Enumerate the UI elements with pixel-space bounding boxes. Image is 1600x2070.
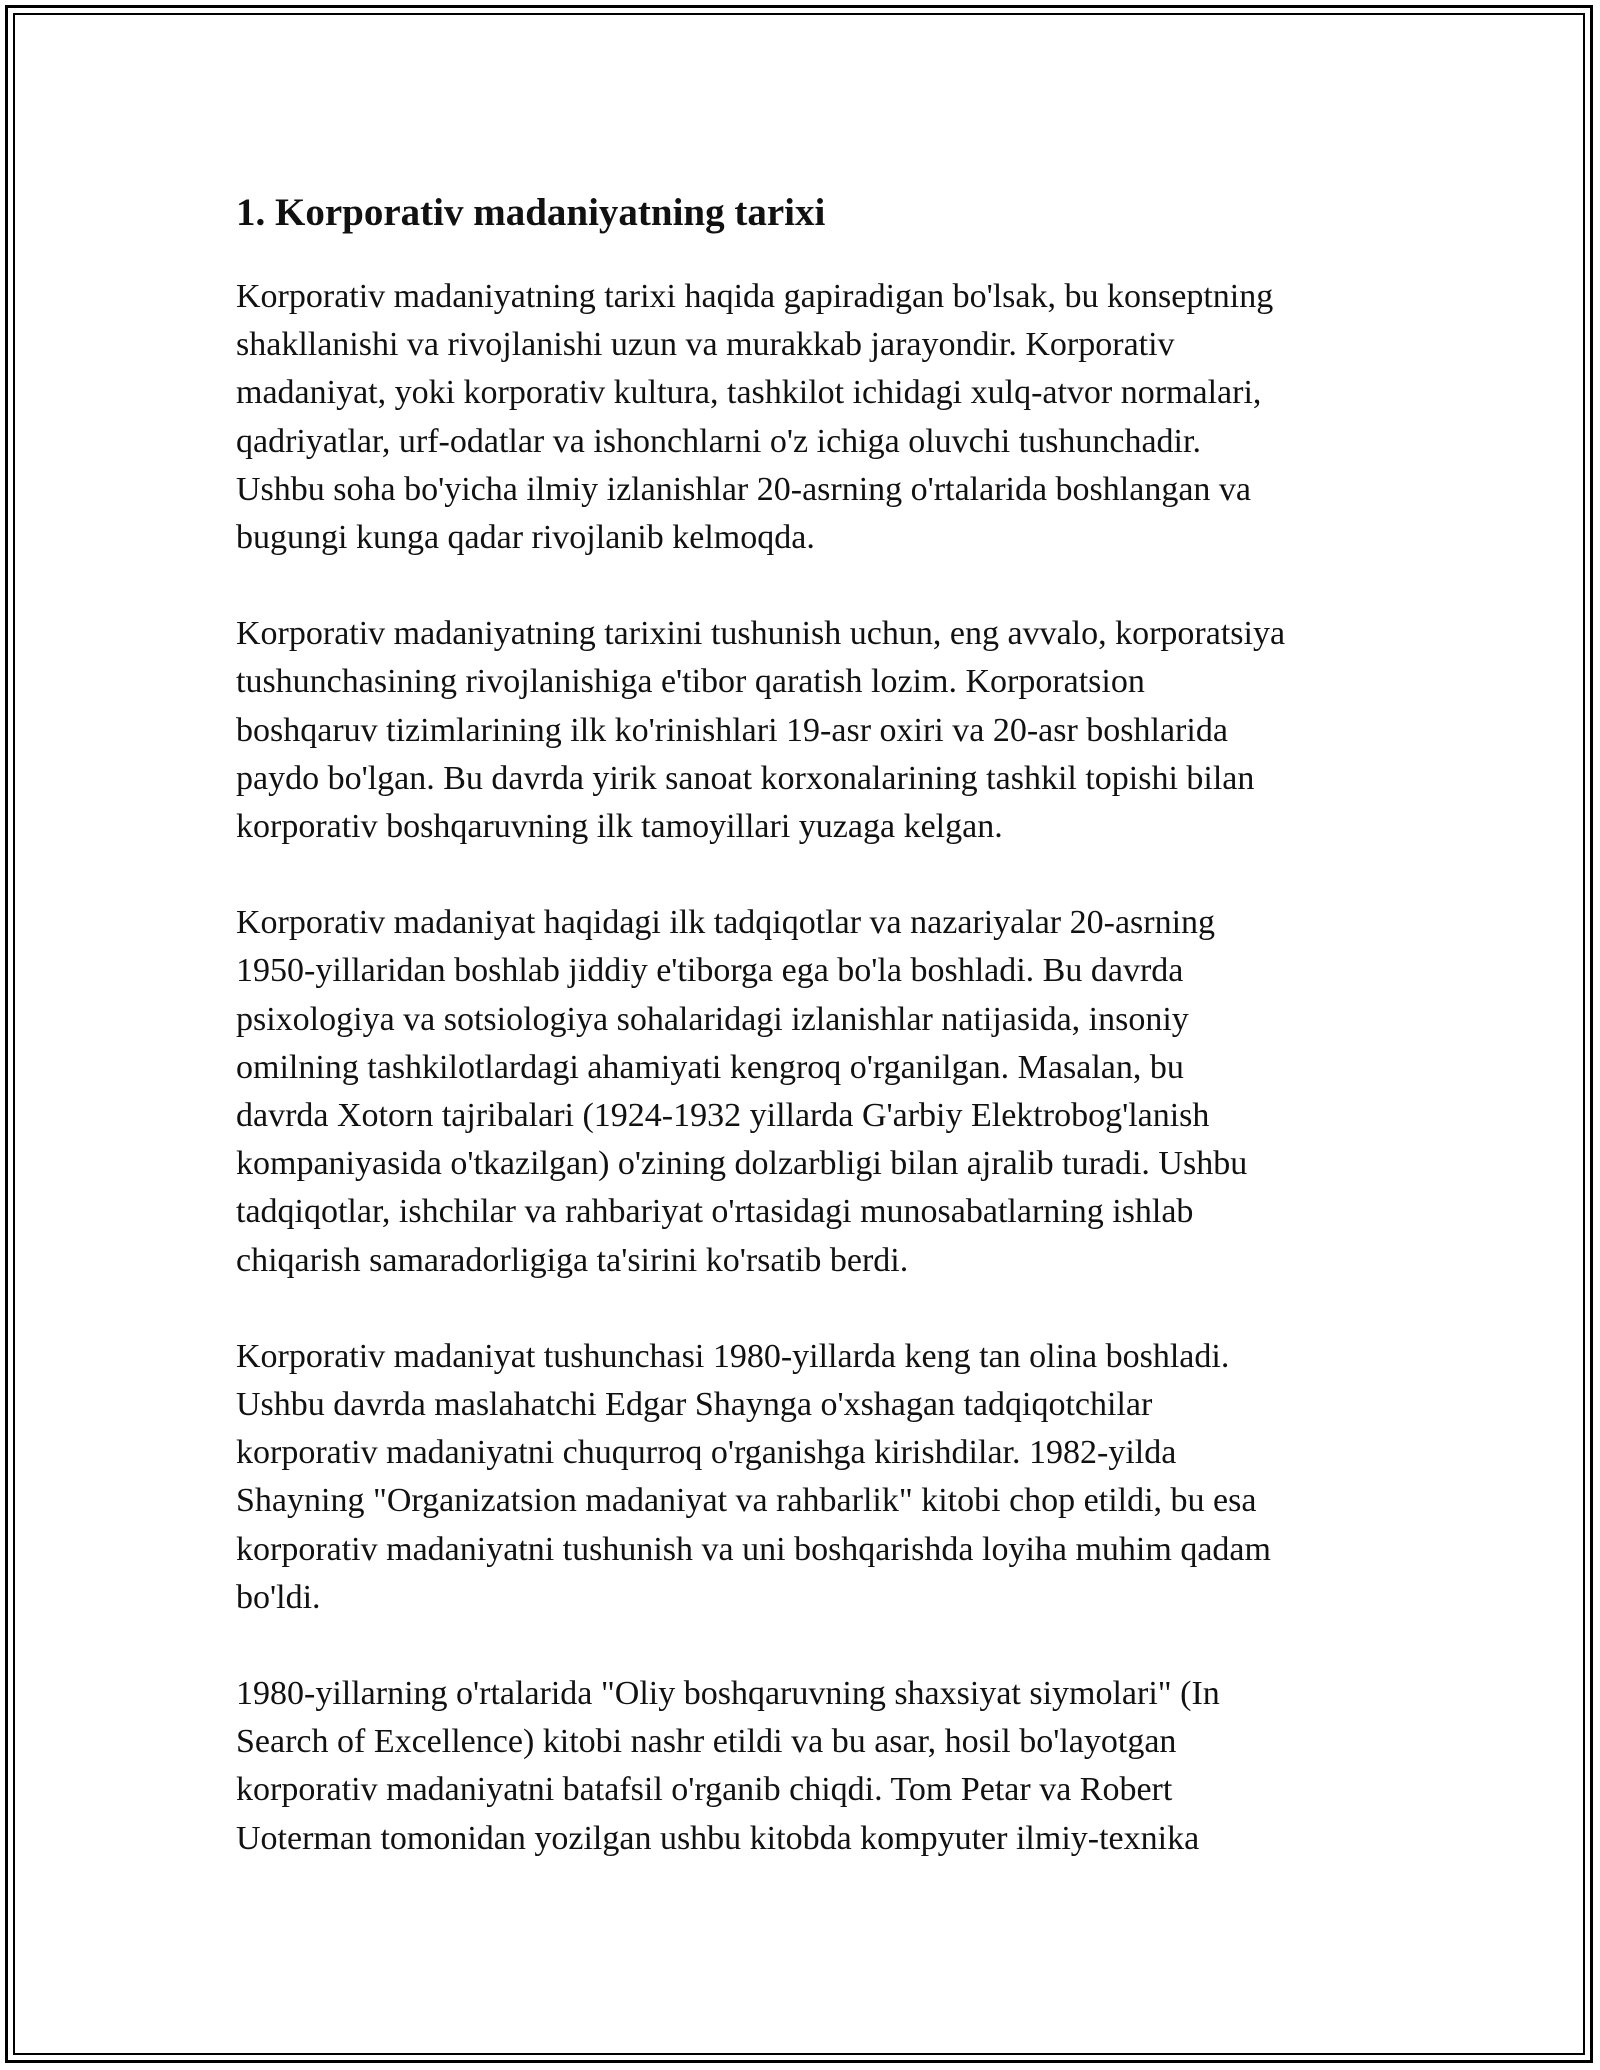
paragraph-line: Korporativ madaniyatning tarixini tushunish uchun, eng avvalo, korporatsiya	[236, 615, 1286, 653]
paragraph-line: kompaniyasida o'tkazilgan) o'zining dolzarbligi bilan ajralib turadi. Ushbu	[236, 1145, 1248, 1183]
paragraph-line: boshqaruv tizimlarining ilk ko'rinishlari 19-asr oxiri va 20-asr boshlarida	[236, 711, 1228, 749]
paragraph-line: bugungi kunga qadar rivojlanib kelmoqda.	[236, 519, 815, 557]
paragraph-line: bo'ldi.	[236, 1578, 321, 1616]
paragraph-line: Uoterman tomonidan yozilgan ushbu kitobda kompyuter ilmiy-texnika	[236, 1819, 1200, 1857]
paragraph-line: Shayning "Organizatsion madaniyat va rahbarlik" kitobi chop etildi, bu esa	[236, 1482, 1257, 1520]
paragraph-line: paydo bo'lgan. Bu davrda yirik sanoat korxonalarining tashkil topishi bilan	[236, 759, 1255, 797]
paragraph-line: Korporativ madaniyatning tarixi haqida gapiradigan bo'lsak, bu konseptning	[236, 278, 1274, 315]
paragraph-line: Korporativ madaniyat tushunchasi 1980-yillarda keng tan olina boshladi.	[236, 1337, 1230, 1375]
paragraph-line: Korporativ madaniyat haqidagi ilk tadqiqotlar va nazariyalar 20-asrning	[236, 904, 1216, 942]
paragraph-line: tadqiqotlar, ishchilar va rahbariyat o'rtasidagi munosabatlarning ishlab	[236, 1193, 1194, 1231]
section-heading: 1. Korporativ madaniyatning tarixi	[236, 191, 826, 234]
paragraph	[236, 610, 1376, 851]
paragraph-line: 1950-yillaridan boshlab jiddiy e'tiborga ega bo'la boshladi. Bu davrda	[236, 952, 1184, 990]
paragraph-line: tushunchasining rivojlanishiga e'tibor qaratish lozim. Korporatsion	[236, 663, 1145, 701]
paragraph-list	[236, 273, 1376, 1863]
paragraph-line: Ushbu davrda maslahatchi Edgar Shaynga o'xshagan tadqiqotchilar	[236, 1386, 1153, 1424]
paragraph	[236, 899, 1376, 1285]
paragraph-line: korporativ madaniyatni chuqurroq o'rganishga kirishdilar. 1982-yilda	[236, 1434, 1177, 1472]
paragraph-line: psixologiya va sotsiologiya sohalaridagi izlanishlar natijasida, insoniy	[236, 1000, 1189, 1038]
paragraph-line: shakllanishi va rivojlanishi uzun va murakkab jarayondir. Korporativ	[236, 326, 1175, 364]
paragraph-line: davrda Xotorn tajribalari (1924-1932 yillarda G'arbiy Elektrobog'lanish	[236, 1097, 1210, 1135]
paragraph-line: korporativ madaniyatni batafsil o'rganib chiqdi. Tom Petar va Robert	[236, 1771, 1173, 1809]
paragraph	[236, 1670, 1376, 1863]
paragraph	[236, 273, 1376, 562]
paragraph-line: qadriyatlar, urf-odatlar va ishonchlarni o'z ichiga oluvchi tushunchadir.	[236, 422, 1201, 460]
paragraph-line: omilning tashkilotlardagi ahamiyati kengroq o'rganilgan. Masalan, bu	[236, 1048, 1184, 1086]
paragraph-line: korporativ madaniyatni tushunish va uni boshqarishda loyiha muhim qadam	[236, 1530, 1271, 1568]
paragraph-line: chiqarish samaradorligiga ta'sirini ko'rsatib berdi.	[236, 1241, 909, 1279]
paragraph-line: korporativ boshqaruvning ilk tamoyillari yuzaga kelgan.	[236, 808, 1003, 846]
paragraph-line: 1980-yillarning o'rtalarida "Oliy boshqaruvning shaxsiyat siymolari" (In	[236, 1675, 1220, 1713]
document-body	[236, 185, 1376, 1911]
paragraph	[236, 1333, 1376, 1622]
paragraph-line: Ushbu soha bo'yicha ilmiy izlanishlar 20-asrning o'rtalarida boshlangan va	[236, 470, 1252, 508]
paragraph-line: Search of Excellence) kitobi nashr etildi va bu asar, hosil bo'layotgan	[236, 1723, 1177, 1761]
paragraph-line: madaniyat, yoki korporativ kultura, tashkilot ichidagi xulq-atvor normalari,	[236, 374, 1262, 412]
